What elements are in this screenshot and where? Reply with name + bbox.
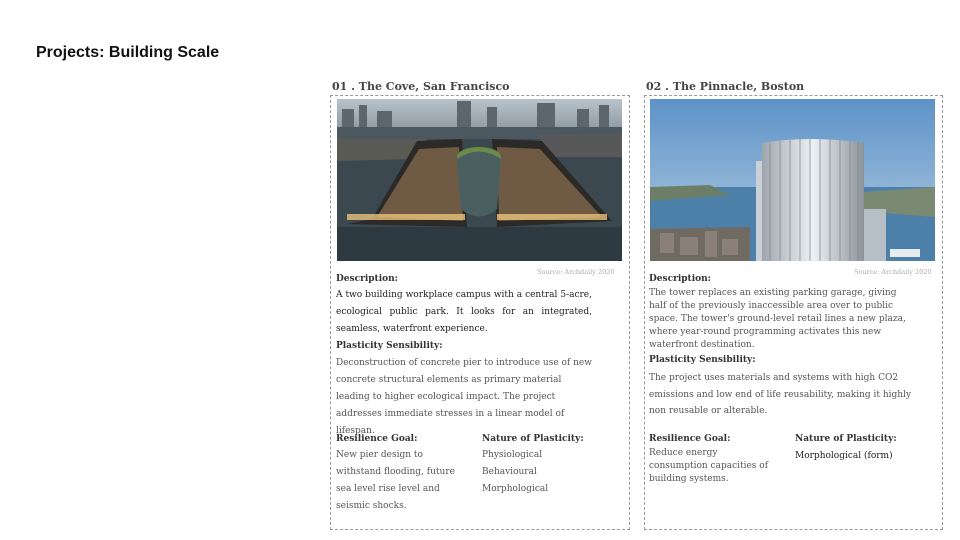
page-title: Projects: Building Scale: [36, 44, 220, 61]
project-1-resilience: New pier design to withstand flooding, future sea level rise level and seismic shocks.: [336, 450, 455, 511]
project-1-plasticity: Deconstruction of concrete pier to introduce use of new concrete structural elements as primary material leading to higher ecological impact. The project addresses immediate stresses in a linear model of lifespan.: [336, 358, 592, 436]
project-1-photo: [337, 99, 622, 261]
project-2-title: 02 . The Pinnacle, Boston: [646, 80, 805, 93]
project-1-source: Source: Archdaily 2020: [537, 268, 615, 276]
nature-item: Behavioural: [482, 467, 537, 477]
project-2-description-label: Description:: [649, 274, 711, 284]
project-1-description-label: Description:: [336, 274, 398, 284]
project-2-nature: [795, 450, 893, 463]
project-1-title: 01 . The Cove, San Francisco: [332, 80, 510, 93]
project-1-plasticity-label: Plasticity Sensibility:: [336, 341, 443, 351]
project-2-description: The tower replaces an existing parking garage, giving half of the previously inaccessible area over to public space. The tower's ground-level retail lines a new plaza, where year-round programming activates this new waterfront destination.: [649, 288, 906, 350]
nature-item: Morphological: [482, 484, 549, 494]
project-1-nature: [482, 447, 548, 498]
project-2-plasticity-label: Plasticity Sensibility:: [649, 355, 756, 365]
project-2-resilience-label: Resilience Goal:: [649, 434, 731, 444]
project-1-nature-label: Nature of Plasticity:: [482, 434, 584, 444]
project-2-plasticity: The project uses materials and systems with high CO2 emissions and low end of life reusability, making it highly non reusable or alterable.: [649, 373, 912, 416]
project-2-nature-label: Nature of Plasticity:: [795, 434, 897, 444]
project-2-resilience: Reduce energy consumption capacities of building systems.: [649, 448, 769, 484]
project-1-description: A two building workplace campus with a central 5-acre, ecological public park. It looks for an integrated, seamless, waterfront experience.: [336, 290, 592, 334]
project-2-source: Source: Archdaily 2020: [854, 268, 932, 276]
project-1-resilience-label: Resilience Goal:: [336, 434, 418, 444]
nature-item: Physiological: [482, 450, 543, 460]
project-2-photo: [650, 99, 935, 261]
nature-item: Morphological (form): [795, 451, 893, 461]
